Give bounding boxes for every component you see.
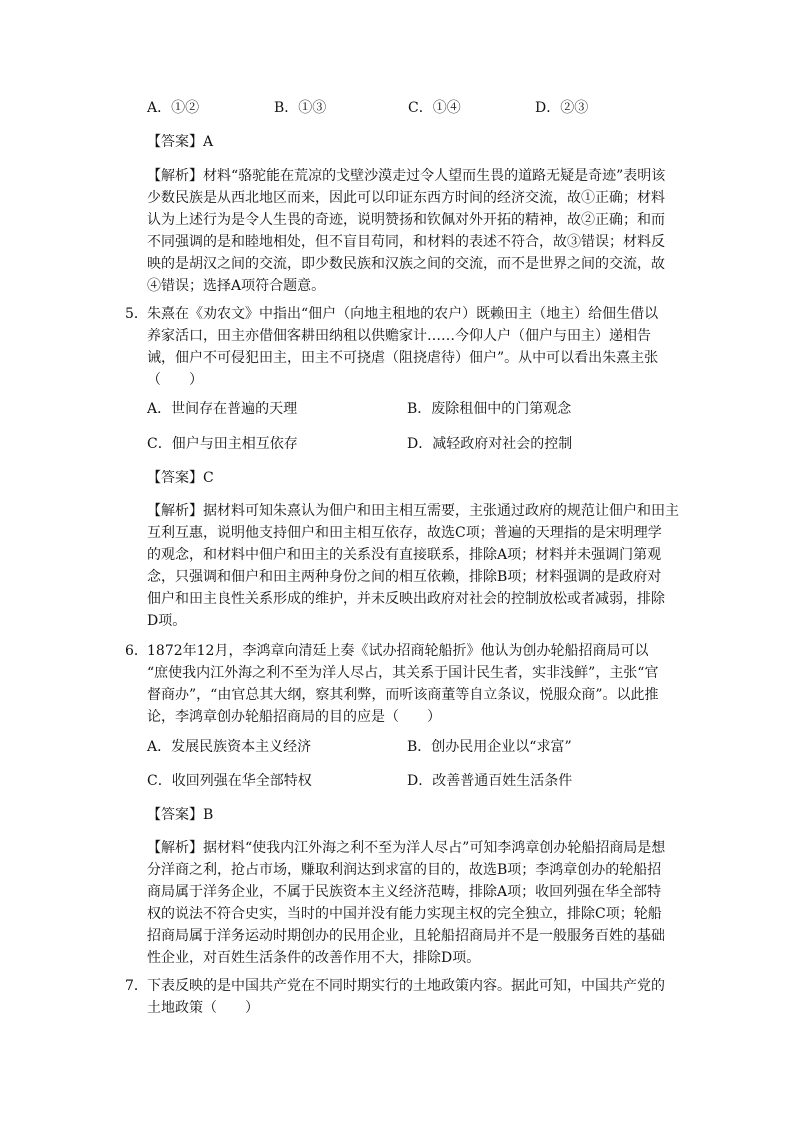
q5-option-c: C．佃户与田主相互依存 (147, 436, 298, 452)
q4-analysis-line: ④错误；选择A项符合题意。 (147, 278, 326, 294)
q5-analysis-line: 【解析】据材料可知朱熹认为佃户和田主相互需要，主张通过政府的规范让佃户和田主 (147, 503, 679, 519)
q4-option-c: C．①④ (408, 100, 461, 116)
q6-analysis-line: 分洋商之利，抢占市场，赚取利润达到求富的目的，故选B项；李鸿章创办的轮船招 (147, 862, 662, 878)
q6-number: 6． (125, 643, 148, 659)
q5-stem-line: （ ） (147, 372, 203, 388)
q5-number: 5． (125, 306, 148, 322)
q5-stem-line: 诫，佃户不可侵犯田主，田主不可挠虐（阻挠虐待）佃户”。从中可以看出朱熹主张 (147, 350, 659, 366)
q6-analysis-line: 商局属于洋务企业，不属于民族资本主义经济范畴，排除A项；收回列强在华全部特 (147, 884, 662, 900)
q5-option-a: A．世间存在普遍的天理 (147, 401, 298, 417)
q6-option-d: D．改善普通百姓生活条件 (407, 773, 573, 789)
q7-number: 7． (125, 978, 148, 994)
q4-answer: 【答案】A (147, 134, 214, 150)
q7-stem-line: 下表反映的是中国共产党在不同时期实行的土地政策内容。据此可知，中国共产党的 (147, 978, 665, 994)
q4-options (147, 97, 667, 119)
q5-stem-line: 朱熹在《劝农文》中指出“佃户（向地主租地的农户）既赖田主（地主）给佃生借以 (147, 306, 659, 322)
q6-analysis-line: 性企业，对百姓生活条件的改善作用不大，排除D项。 (147, 950, 481, 966)
q4-analysis-line: 认为上述行为是令人生畏的奇迹，说明赞扬和钦佩对外开拓的精神，故②正确；和而 (147, 212, 665, 228)
q5-stem-line: 养家活口，田主亦借佃客耕田纳租以供赡家计……今仰人户（佃户与田主）递相告 (147, 328, 651, 344)
q6-stem-line: 论，李鸿章创办轮船招商局的目的应是（ ） (147, 709, 441, 725)
q5-analysis-line: 佃户和田主良性关系形成的维护，并未反映出政府对社会的控制放松或者减弱，排除 (147, 591, 665, 607)
q6-stem-line: 督商办”，“由官总其大纲，察其利弊，而听该商董等自立条议，悦服众商”。以此推 (147, 687, 659, 703)
q4-option-b: B．①③ (274, 100, 327, 116)
q5-analysis-line: 的观念，和材料中佃户和田主的关系没有直接联系，排除A项；材料并未强调门第观 (147, 547, 662, 563)
q5-analysis-line: 互利互惠，说明他支持佃户和田主相互依存，故选C项；普遍的天理指的是宋明理学 (147, 525, 662, 541)
q6-stem-line: 1872年12月，李鸿章向清廷上奏《试办招商轮船折》他认为创办轮船招商局可以 (147, 643, 649, 659)
q4-analysis-line: 不同强调的是和睦地相处，但不盲目苟同，和材料的表述不符合，故③错误；材料反 (147, 234, 665, 250)
q5-answer: 【答案】C (147, 470, 214, 486)
q6-analysis-line: 权的说法不符合史实，当时的中国并没有能力实现主权的完全独立，排除C项；轮船 (147, 906, 662, 922)
q5-option-b: B．废除租佃中的门第观念 (407, 401, 572, 417)
q4-analysis-line: 【解析】材料“骆驼能在荒凉的戈壁沙漠走过令人望而生畏的道路无疑是奇迹”表明该 (147, 168, 666, 184)
q6-stem-line: “庶使我内江外海之利不至为洋人尽占，其关系于国计民生者，实非浅鲜”，主张“官 (147, 665, 659, 681)
q4-option-a: A．①② (147, 100, 200, 116)
q5-analysis-line: 念，只强调和佃户和田主两种身份之间的相互依赖，排除B项；材料强调的是政府对 (147, 569, 662, 585)
q6-answer: 【答案】B (147, 807, 214, 823)
q6-option-c: C．收回列强在华全部特权 (147, 773, 312, 789)
q7-stem-line: 土地政策（ ） (147, 1000, 259, 1016)
q6-option-a: A．发展民族资本主义经济 (147, 739, 312, 755)
q6-analysis-line: 【解析】据材料“使我内江外海之利不至为洋人尽占”可知李鸿章创办轮船招商局是想 (147, 840, 666, 856)
q6-analysis-line: 招商局属于洋务运动时期创办的民用企业，且轮船招商局并不是一般服务百姓的基础 (147, 928, 665, 944)
q6-option-b: B．创办民用企业以“求富” (407, 739, 572, 755)
q4-analysis-line: 少数民族是从西北地区而来，因此可以印证东西方时间的经济交流，故①正确；材料 (147, 190, 665, 206)
q5-option-d: D．减轻政府对社会的控制 (407, 436, 573, 452)
q4-option-d: D．②③ (535, 100, 589, 116)
q5-analysis-line: D项。 (147, 613, 187, 629)
q4-analysis-line: 映的是胡汉之间的交流，即少数民族和汉族之间的交流，而不是世界之间的交流，故 (147, 256, 665, 272)
